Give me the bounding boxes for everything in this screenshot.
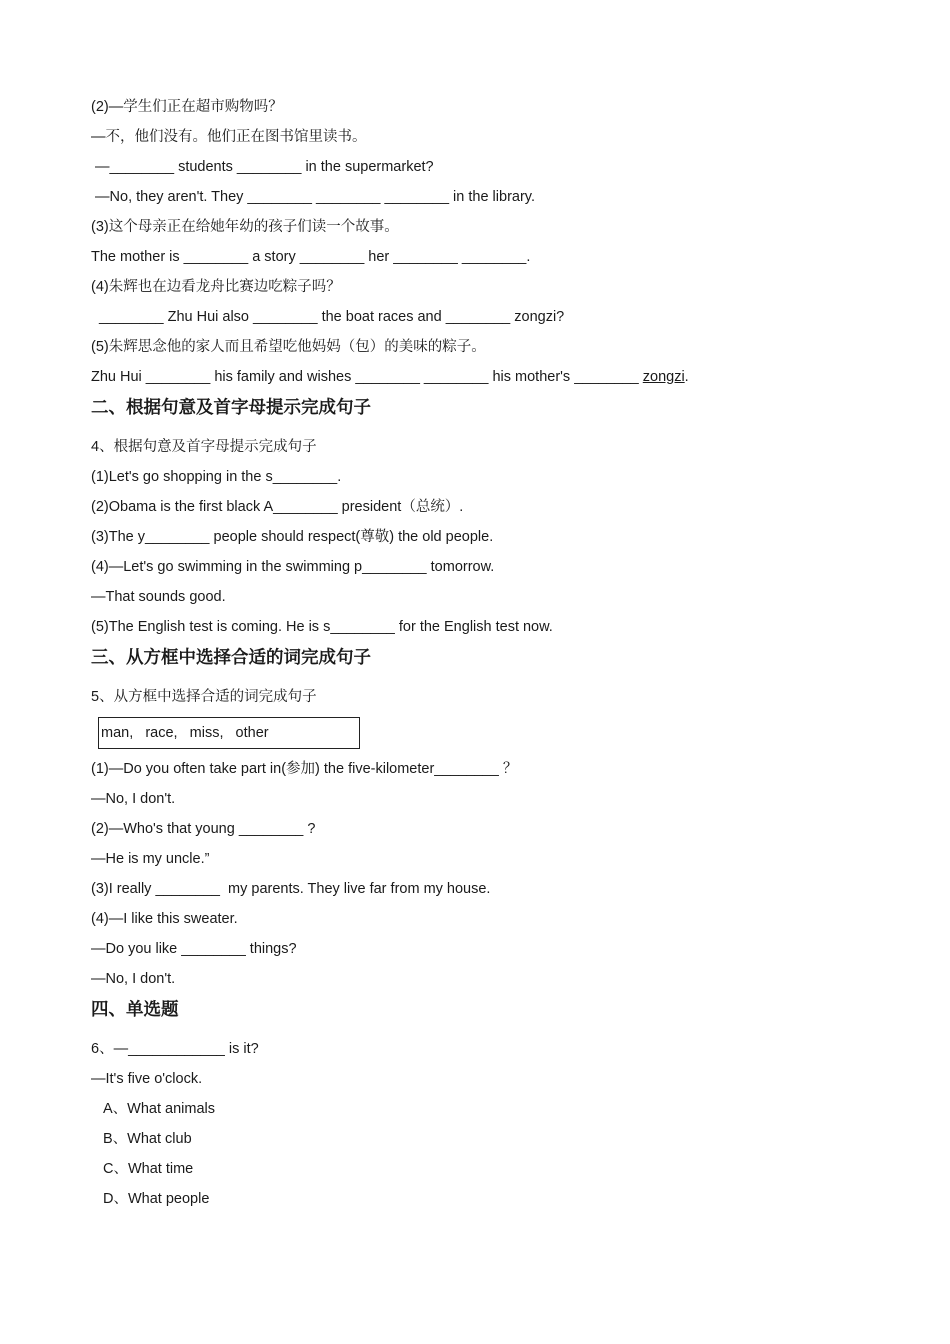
q5-chinese: (5)朱辉思念他的家人而且希望吃他妈妈（包）的美味的粽子。 — [91, 339, 486, 355]
section3-line: —No, I don't. — [91, 791, 176, 807]
worksheet-page — [91, 92, 871, 1214]
section4-heading: 四、单选题 — [91, 999, 179, 1019]
q5-english-text: Zhu Hui ________ his family and wishes ________ ________ his mother's ________ — [91, 369, 643, 385]
section3-line: (2)—Who's that young ________ ? — [91, 821, 316, 837]
section2-line: (1)Let's go shopping in the s________. — [91, 469, 342, 485]
section2-intro: 4、根据句意及首字母提示完成句子 — [91, 439, 317, 455]
q3-chinese: (3)这个母亲正在给她年幼的孩子们读一个故事。 — [91, 219, 399, 235]
q4-english: ________ Zhu Hui also ________ the boat races and ________ zongzi? — [91, 309, 565, 325]
q4-chinese: (4)朱辉也在边看龙舟比赛边吃粽子吗？ — [91, 279, 341, 295]
section4-answer-line: —It's five o'clock. — [91, 1071, 203, 1087]
q2-chinese-answer: —不，他们没有。他们正在图书馆里读书。 — [91, 129, 367, 145]
option-d: D、What people — [103, 1191, 210, 1207]
section2-heading: 二、根据句意及首字母提示完成句子 — [91, 397, 371, 417]
option-a: A、What animals — [103, 1101, 216, 1117]
word-box-row — [91, 712, 871, 754]
word-box: man, race, miss, other — [98, 717, 360, 749]
q2-english-answer: —No, they aren't. They ________ ________ ________ in the library. — [91, 189, 535, 205]
section3-line: (4)—I like this sweater. — [91, 911, 238, 927]
section2-line: —That sounds good. — [91, 589, 226, 605]
section2-line: (4)—Let's go swimming in the swimming p________ tomorrow. — [91, 559, 495, 575]
section3-heading: 三、从方框中选择合适的词完成句子 — [91, 647, 371, 667]
option-c: C、What time — [103, 1161, 194, 1177]
section3-intro: 5、从方框中选择合适的词完成句子 — [91, 689, 317, 705]
section4-question: 6、—____________ is it? — [91, 1041, 259, 1057]
section3-line: —No, I don't. — [91, 971, 176, 987]
q2-english-question: —________ students ________ in the supermarket? — [91, 159, 434, 175]
section3-line: —Do you like ________ things? — [91, 941, 297, 957]
section3-line: —He is my uncle.” — [91, 851, 210, 867]
section2-line: (3)The y________ people should respect(尊敬) the old people. — [91, 529, 494, 545]
q2-chinese: (2)—学生们正在超市购物吗？ — [91, 99, 283, 115]
option-b: B、What club — [103, 1131, 192, 1147]
section2-line: (5)The English test is coming. He is s________ for the English test now. — [91, 619, 553, 635]
q5-period: . — [684, 369, 689, 385]
section3-line: (1)—Do you often take part in(参加) the five-kilometer________ ？ — [91, 761, 518, 777]
q5-underlined-word: zongzi — [642, 369, 685, 385]
section3-line: (3)I really ________ my parents. They live far from my house. — [91, 881, 491, 897]
section2-line: (2)Obama is the first black A________ president（总统）. — [91, 499, 464, 515]
q5-english — [91, 362, 871, 392]
q3-english: The mother is ________ a story ________ her ________ ________. — [91, 249, 531, 265]
